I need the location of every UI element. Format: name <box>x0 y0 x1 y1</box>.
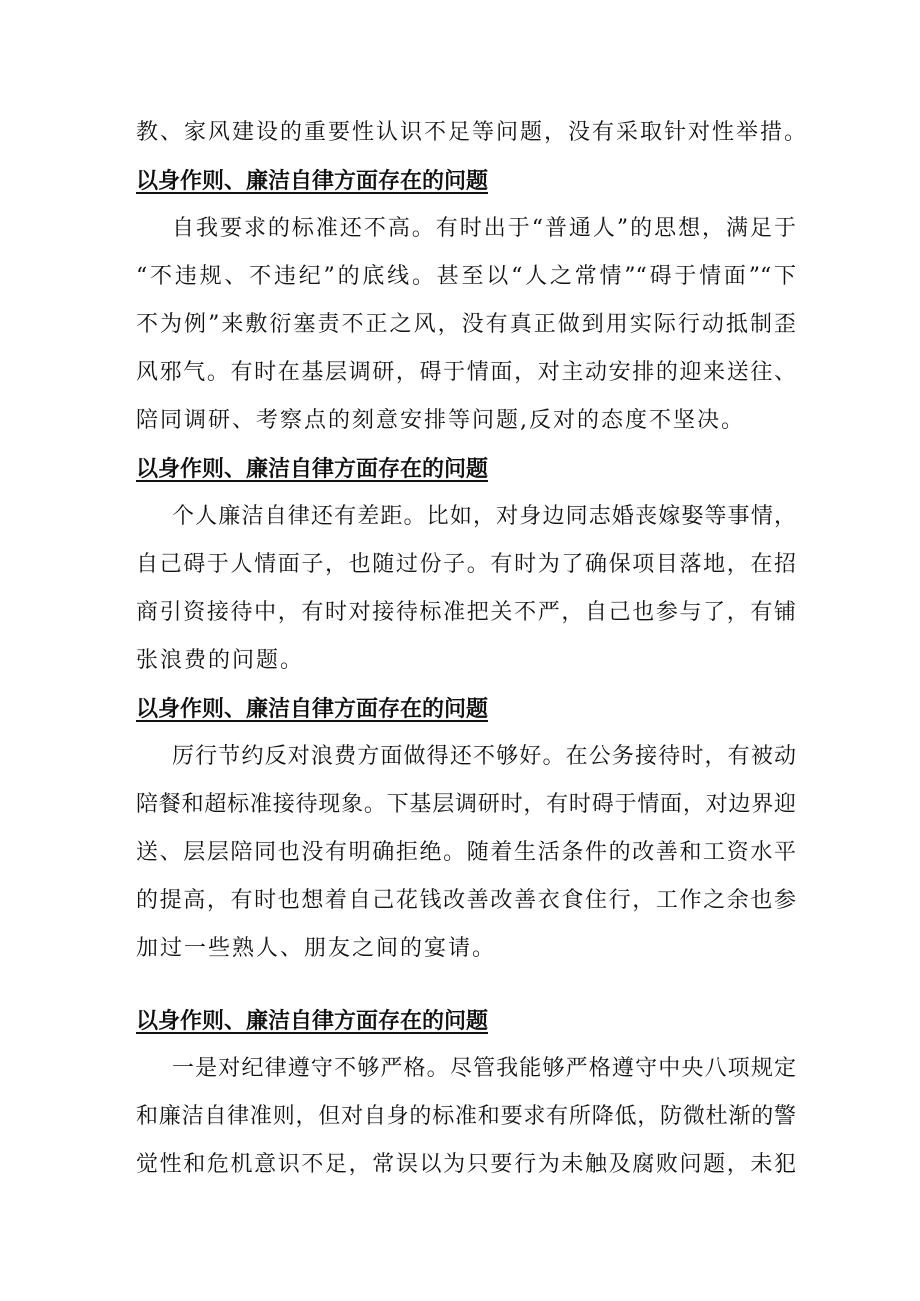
paragraph-line: 陪同调研、考察点的刻意安排等问题,反对的态度不坚决。 <box>136 408 745 433</box>
section-heading: 以身作则、廉洁自律方面存在的问题 <box>136 696 489 722</box>
paragraph-line: 厉行节约反对浪费方面做得还不够好。在公务接待时，有被动 <box>172 744 796 769</box>
paragraph-line: 风邪气。有时在基层调研，碍于情面，对主动安排的迎来送往、 <box>136 360 796 385</box>
paragraph-line: 商引资接待中，有时对接待标准把关不严，自己也参与了，有铺 <box>136 600 796 625</box>
paragraph-line: 不为例”来敷衍塞责不正之风，没有真正做到用实际行动抵制歪 <box>136 312 796 337</box>
paragraph-line: 和廉洁自律准则，但对自身的标准和要求有所降低，防微杜渐的警 <box>136 1104 796 1129</box>
paragraph-line: 自我要求的标准还不高。有时出于“普通人”的思想，满足于 <box>172 216 796 241</box>
paragraph-line: 送、层层陪同也没有明确拒绝。随着生活条件的改善和工资水平 <box>136 840 796 865</box>
paragraph-line: 一是对纪律遵守不够严格。尽管我能够严格遵守中央八项规定 <box>172 1056 796 1081</box>
paragraph-line: “不违规、不违纪”的底线。甚至以“人之常情”“碍于情面”“下 <box>136 264 796 289</box>
paragraph-line: 陪餐和超标准接待现象。下基层调研时，有时碍于情面，对边界迎 <box>136 792 796 817</box>
paragraph-line: 加过一些熟人、朋友之间的宴请。 <box>136 936 497 961</box>
paragraph-line: 的提高，有时也想着自己花钱改善改善衣食住行，工作之余也参 <box>136 888 796 913</box>
paragraph-line: 觉性和危机意识不足，常误以为只要行为未触及腐败问题，未犯 <box>136 1152 796 1177</box>
paragraph-line: 教、家风建设的重要性认识不足等问题，没有采取针对性举措。 <box>136 120 809 145</box>
paragraph-line: 个人廉洁自律还有差距。比如，对身边同志婚丧嫁娶等事情， <box>172 504 796 529</box>
paragraph-line: 自己碍于人情面子，也随过份子。有时为了确保项目落地，在招 <box>136 552 796 577</box>
paragraph-line: 张浪费的问题。 <box>136 648 305 673</box>
section-heading: 以身作则、廉洁自律方面存在的问题 <box>136 168 489 194</box>
section-heading: 以身作则、廉洁自律方面存在的问题 <box>136 1008 489 1034</box>
section-heading: 以身作则、廉洁自律方面存在的问题 <box>136 456 489 482</box>
